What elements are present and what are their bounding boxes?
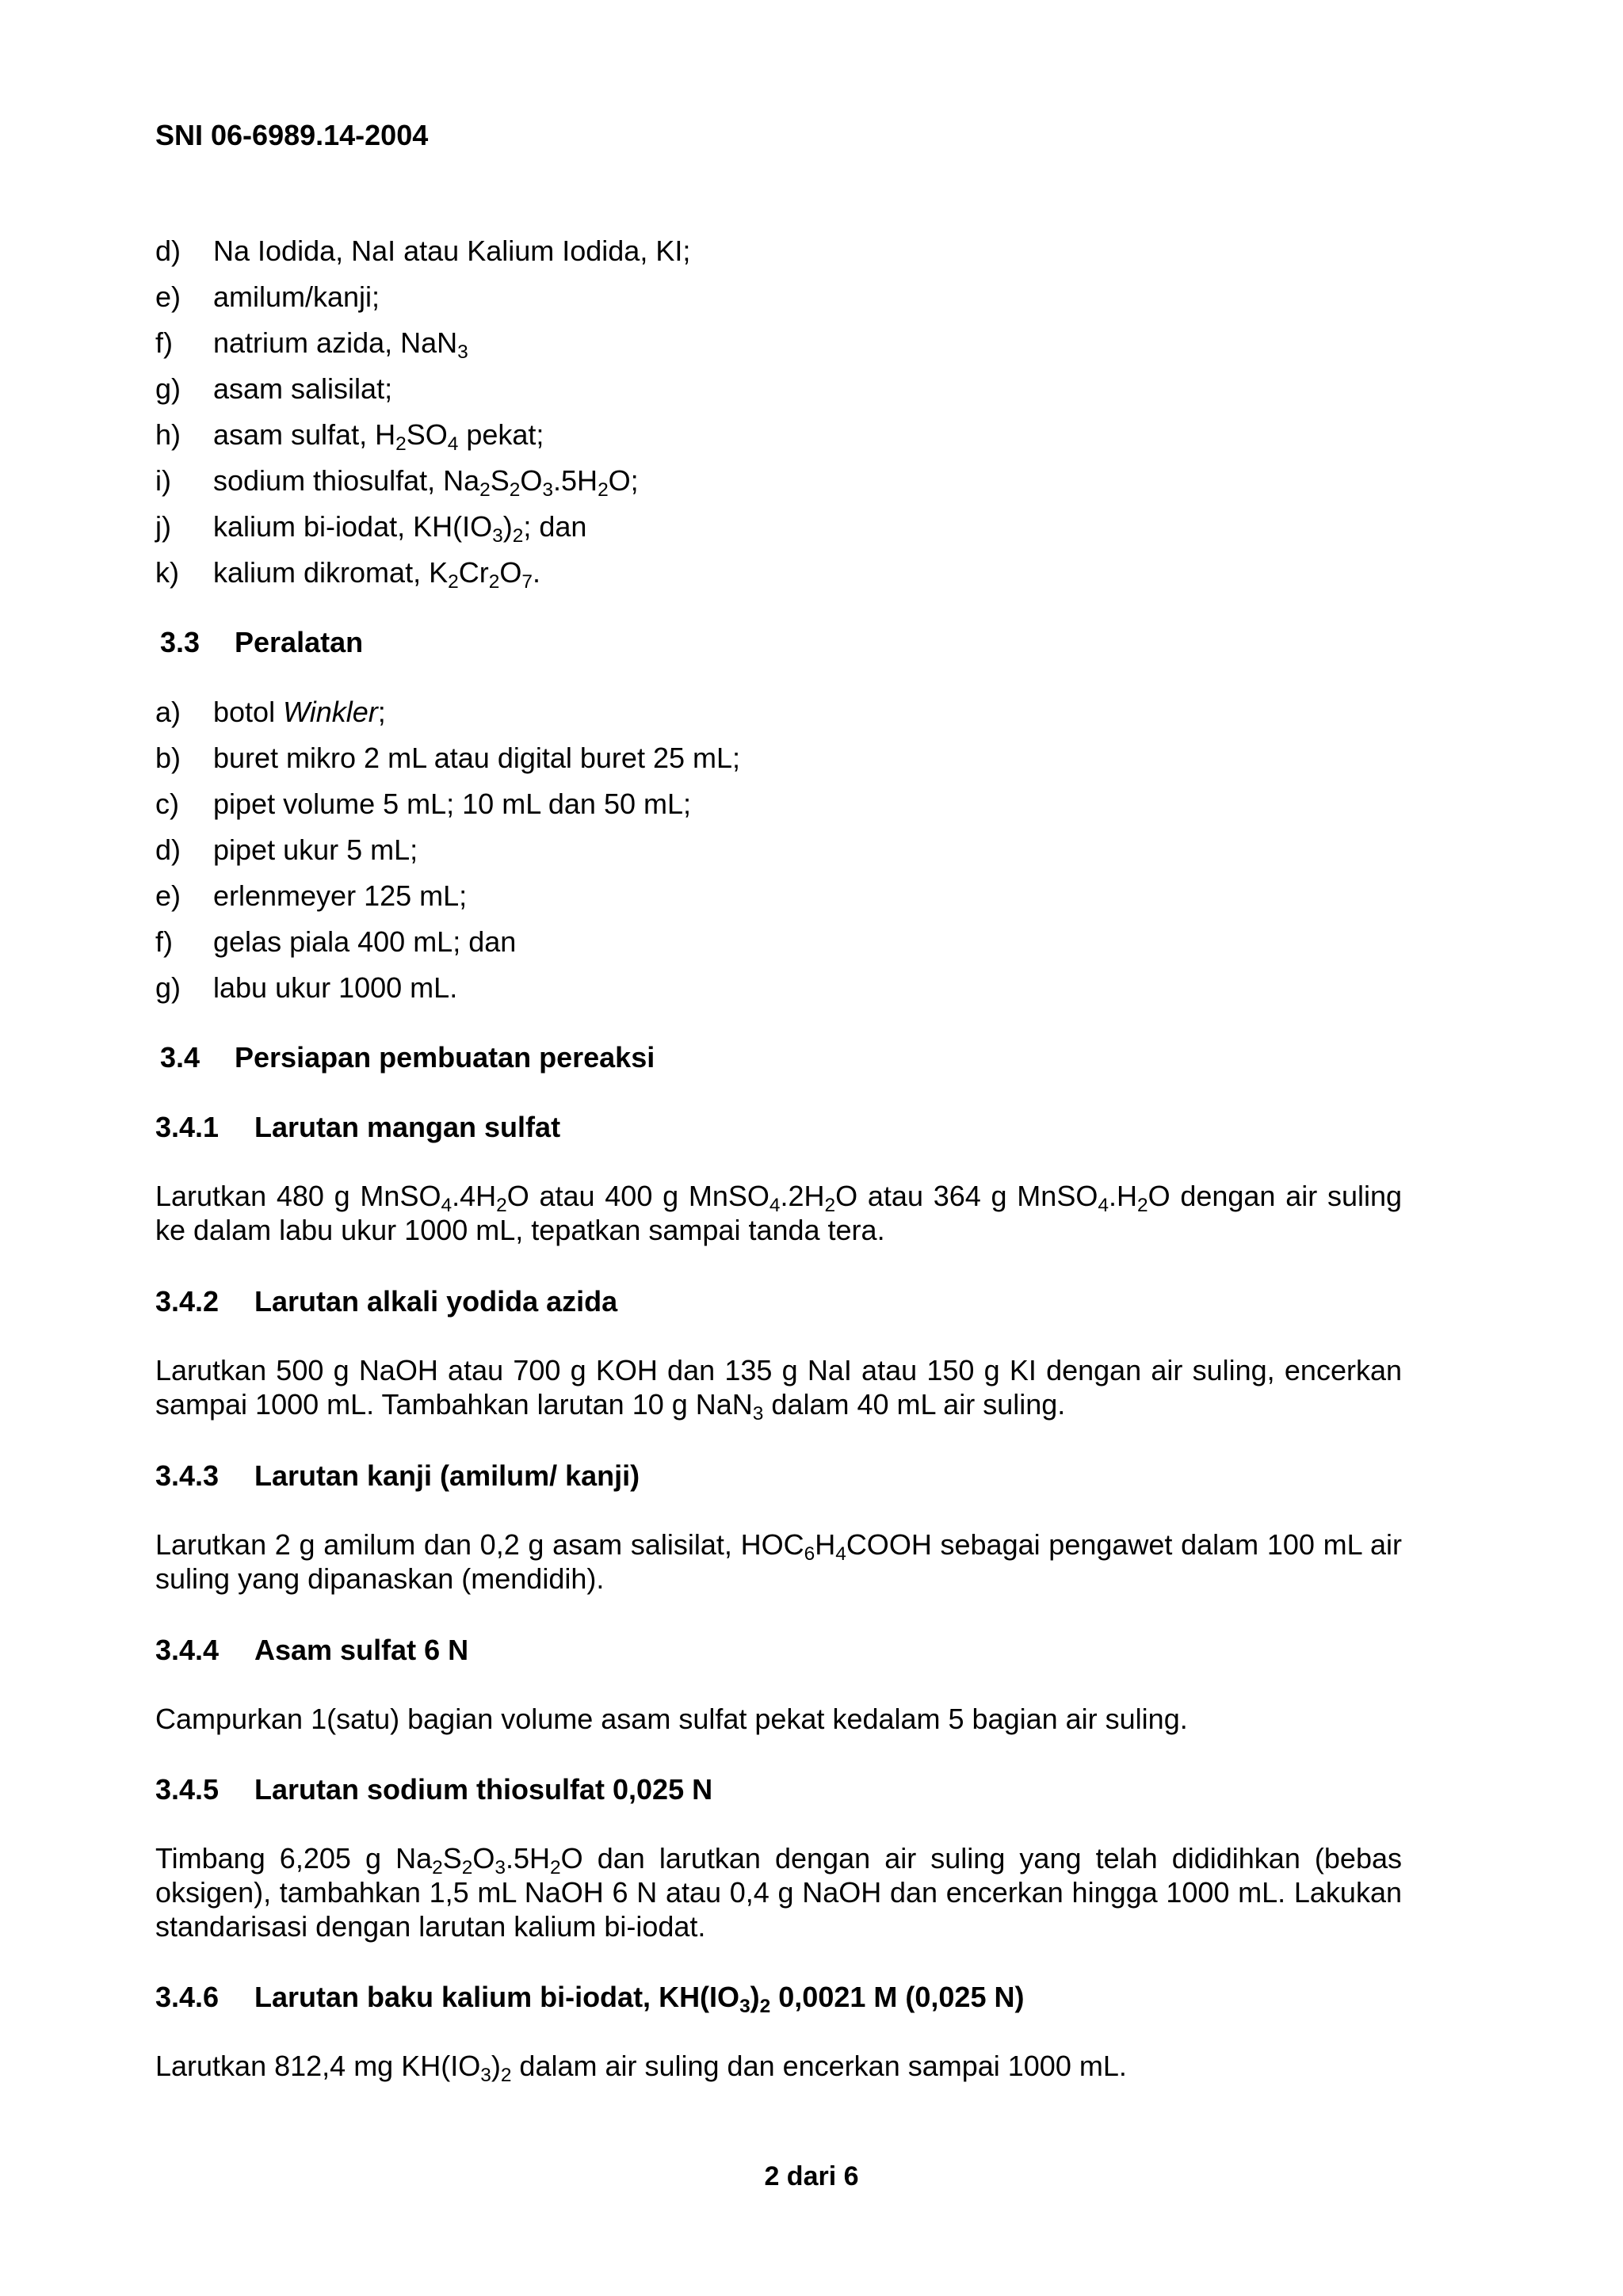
list-text: gelas piala 400 mL; dan bbox=[213, 925, 517, 958]
subsection-title: Asam sulfat 6 N bbox=[254, 1634, 469, 1666]
subsection-number: 3.4.1 bbox=[155, 1111, 220, 1143]
list-marker: d) bbox=[155, 235, 181, 267]
subsection-number: 3.4.6 bbox=[155, 1981, 220, 2013]
list-marker: h) bbox=[155, 418, 181, 451]
list-text: kalium bi-iodat, $KH(IO_3)_2$; dan bbox=[213, 510, 587, 547]
document-header: SNI 06-6989.14-2004 bbox=[155, 119, 429, 151]
list-text: pipet ukur 5 mL; bbox=[213, 833, 418, 866]
list-text: sodium thiosulfat, $Na_2S_2O_3.5H_2O$; bbox=[213, 464, 639, 501]
page-number: 2 dari 6 bbox=[764, 2161, 859, 2191]
list-marker: c) bbox=[155, 788, 179, 820]
list-text: pipet volume 5 mL; 10 mL dan 50 mL; bbox=[213, 788, 691, 820]
list-text: botol Winkler; bbox=[213, 696, 386, 728]
list-text: asam sulfat, $H_2SO_4$ pekat; bbox=[213, 418, 544, 455]
list-text: erlenmeyer 125 mL; bbox=[213, 879, 468, 912]
subsection-title: Larutan sodium thiosulfat 0,025 N bbox=[254, 1773, 713, 1806]
list-marker: j) bbox=[155, 510, 171, 543]
list-marker: a) bbox=[155, 696, 181, 728]
list-text: kalium dikromat, $K_2Cr_2O_7$. bbox=[213, 556, 540, 593]
list-text: natrium azida, NaN$_3$ bbox=[213, 326, 468, 363]
subsection-number: 3.4.5 bbox=[155, 1773, 220, 1806]
subsection-number: 3.4.3 bbox=[155, 1459, 220, 1492]
paragraph-3-4-6: Larutkan 812,4 mg $KH(IO_3)_2$ dalam air suling dan encerkan sampai 1000 mL. bbox=[155, 2050, 1127, 2086]
subsection-number: 3.4.2 bbox=[155, 1285, 220, 1318]
list-marker: g) bbox=[155, 372, 181, 405]
paragraph-3-4-1: Larutkan 480 g $MnSO_4.4H_2O$ atau 400 g $MnSO_4.2H_2O$ atau 364 g $MnSO_4.H_2O$ dengan air suling ke dalam labu ukur 1000 mL, tepatkan sampai tanda tera. bbox=[155, 1180, 1403, 1246]
subsection-title: Larutan kanji (amilum/ kanji) bbox=[254, 1459, 640, 1492]
list-marker: b) bbox=[155, 742, 181, 774]
list-text: asam salisilat; bbox=[213, 372, 393, 405]
paragraph-3-4-3: Larutkan 2 g amilum dan 0,2 g asam salisilat, $HOC_6H_4COOH$ sebagai pengawet dalam 100 mL air suling yang dipanaskan (mendidih). bbox=[155, 1528, 1402, 1595]
section-title: Persiapan pembuatan pereaksi bbox=[235, 1041, 655, 1074]
list-marker: f) bbox=[155, 326, 173, 359]
list-marker: e) bbox=[155, 280, 181, 313]
list-marker: d) bbox=[155, 833, 181, 866]
section-title: Peralatan bbox=[235, 626, 364, 658]
list-text: amilum/kanji; bbox=[213, 280, 380, 313]
list-marker: k) bbox=[155, 556, 179, 589]
subsection-title: Larutan alkali yodida azida bbox=[254, 1285, 618, 1318]
list-marker: g) bbox=[155, 971, 181, 1004]
list-marker: f) bbox=[155, 925, 173, 958]
list-marker: e) bbox=[155, 879, 181, 912]
paragraph-3-4-4: Campurkan 1(satu) bagian volume asam sulfat pekat kedalam 5 bagian air suling. bbox=[155, 1703, 1188, 1735]
list-text: labu ukur 1000 mL. bbox=[213, 971, 458, 1004]
brand-term: Winkler bbox=[283, 696, 378, 728]
list-text: buret mikro 2 mL atau digital buret 25 mL; bbox=[213, 742, 740, 774]
paragraph-3-4-2: Larutkan 500 g NaOH atau 700 g KOH dan 135 g NaI atau 150 g KI dengan air suling, encerkan sampai 1000 mL. Tambahkan larutan 10 g NaN$_3$ dalam 40 mL air suling. bbox=[155, 1354, 1402, 1425]
subsection-number: 3.4.4 bbox=[155, 1634, 220, 1666]
subsection-title: Larutan baku kalium bi-iodat, $KH(IO_3)_2$ 0,0021 M (0,025 N) bbox=[254, 1981, 1025, 2017]
section-number: 3.4 bbox=[160, 1041, 200, 1074]
paragraph-3-4-5: Timbang 6,205 g $Na_2S_2O_3.5H_2O$ dan larutkan dengan air suling yang telah dididihkan (bebas oksigen), tambahkan 1,5 mL NaOH 6 N atau 0,4 g NaOH dan encerkan hingga 1000 mL. Lakukan standarisasi dengan larutan kalium bi-iodat. bbox=[155, 1842, 1402, 1943]
subsection-title: Larutan mangan sulfat bbox=[254, 1111, 561, 1143]
list-text: Na Iodida, NaI atau Kalium Iodida, KI; bbox=[213, 235, 691, 267]
list-marker: i) bbox=[155, 464, 171, 497]
section-number: 3.3 bbox=[160, 626, 200, 658]
